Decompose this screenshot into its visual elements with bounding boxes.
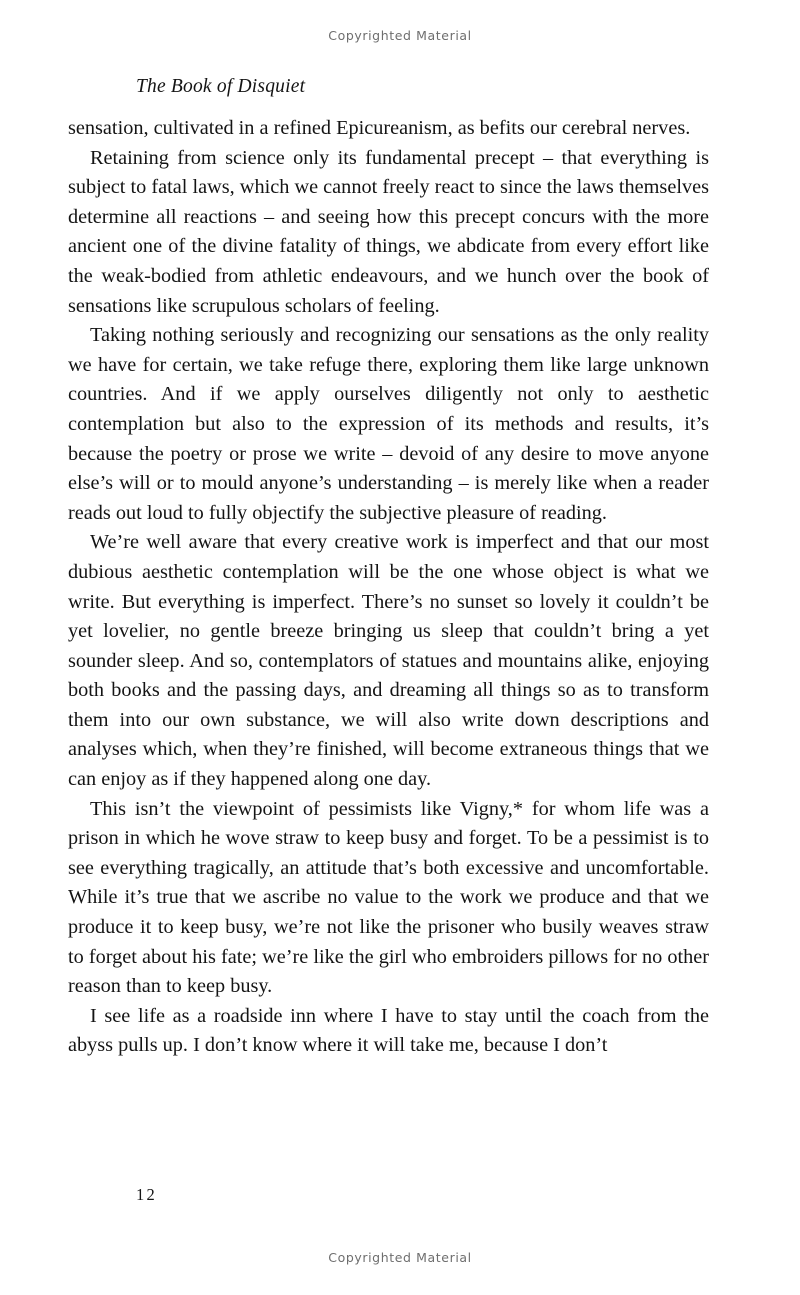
paragraph: We’re well aware that every creative work is imperfect and that our most dubious aesthetic contemplation will be the one whose object is what we write. But everything is imperfect. There’s no sunset so lovely it couldn’t be yet lovelier, no gentle breeze bringing us sleep that couldn’t bring a yet sounder sleep. And so, contemplators of statues and mountains alike, enjoying both books and the passing days, and dreaming all things so as to transform them into our own substance, we will also write down descriptions and analyses which, when they’re finished, will become extraneous things that we can enjoy as if they happened along one day. (68, 531, 709, 791)
watermark-bottom: Copyrighted Material (328, 1250, 472, 1265)
paragraph: Taking nothing seriously and recognizing our sensations as the only reality we have for certain, we take refuge there, exploring them like large unknown countries. And if we apply ourselves diligently not only to aesthetic contemplation but also to the expression of its methods and results, it’s because the poetry or prose we write – devoid of any desire to move anyone else’s will or to mould anyone’s understanding – is merely like when a reader reads out loud to fully objectify the subjective pleasure of reading. (68, 324, 709, 524)
paragraph: sensation, cultivated in a refined Epicureanism, as befits our cerebral nerves. (68, 117, 691, 139)
watermark-top: Copyrighted Material (328, 28, 472, 43)
running-head: The Book of Disquiet (136, 76, 306, 97)
paragraph: This isn’t the viewpoint of pessimists like Vigny,* for whom life was a prison in which he wove straw to keep busy and forget. To be a pessimist is to see everything tragically, an attitude that’s both excessive and uncomfortable. While it’s true that we ascribe no value to the work we produce and that we produce it to keep busy, we’re not like the prisoner who busily weaves straw to forget about his fate; we’re like the girl who embroiders pillows for no other reason than to keep busy. (68, 797, 709, 998)
page-number: 12 (136, 1185, 157, 1204)
paragraph: I see life as a roadside inn where I have to stay until the coach from the abyss pulls up. I don’t know where it will take me, because I don’t (68, 1004, 709, 1057)
body-text (68, 114, 709, 1061)
paragraph: Retaining from science only its fundamental precept – that everything is subject to fatal laws, which we cannot freely react to since the laws themselves determine all reactions – and seeing how this precept concurs with the more ancient one of the divine fatality of things, we abdicate from every effort like the weak-bodied from athletic endeavours, and we hunch over the book of sensations like scrupulous scholars of feeling. (68, 146, 709, 317)
